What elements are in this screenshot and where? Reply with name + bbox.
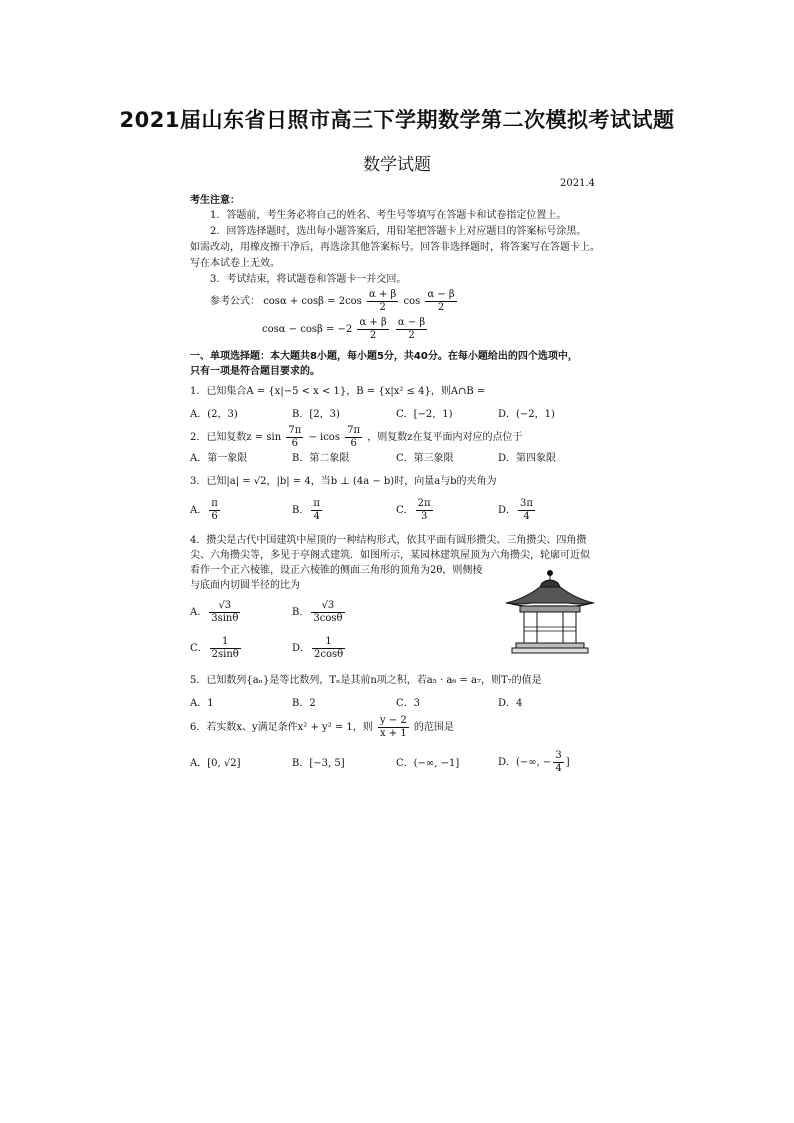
question-1-stem: 1．已知集合A = {x|−5 < x < 1}，B = {x|x² ≤ 4}，则A∩B = xyxy=(190,386,486,397)
frac-num: √3 xyxy=(311,600,344,613)
q6-option-a: A．[0, √2] xyxy=(190,758,241,769)
fraction xyxy=(378,715,409,740)
question-3-stem: 3．已知|a| = √2，|b| = 4，当b ⊥ (4a − b)时，向量a与b的夹角为 xyxy=(190,476,497,487)
notice-item-2b: 如需改动，用橡皮擦干净后，再选涂其他答案标号。回答非选择题时，将答案写在答题卡上。 xyxy=(190,242,600,253)
q2-option-a: A．第一象限 xyxy=(190,453,248,464)
notice-item-2a: 2．回答选择题时，选出每小题答案后，用铅笔把答题卡上对应题目的答案标号涂黑。 xyxy=(210,226,587,237)
formula-label: 参考公式： xyxy=(210,296,260,307)
notice-item-3: 3．考试结束，将试题卷和答题卡一并交回。 xyxy=(210,274,407,285)
formula-2-left: cosα − cosβ = −2 xyxy=(262,324,353,335)
q3-option-c xyxy=(396,498,435,523)
frac-den: 3cosθ xyxy=(313,613,343,624)
frac-den: 3 xyxy=(420,511,428,522)
q6-option-d xyxy=(498,750,570,775)
fraction xyxy=(209,600,240,625)
formula-2 xyxy=(262,317,429,342)
frac-num: 1 xyxy=(312,636,345,649)
notice-heading: 考生注意： xyxy=(190,195,240,206)
option-label: A． xyxy=(190,607,208,618)
q1-option-d: D．(−2，1) xyxy=(498,409,555,420)
q2-option-b: B．第二象限 xyxy=(292,453,350,464)
frac-num: 2π xyxy=(417,498,431,509)
q2-option-d: D．第四象限 xyxy=(498,453,557,464)
q1-option-a: A．(2，3) xyxy=(190,409,238,420)
q4-option-c xyxy=(190,636,243,661)
frac-den: 4 xyxy=(523,511,530,522)
q5-option-c: C．3 xyxy=(396,698,421,709)
q2-stem-post: ，则复数z在复平面内对应的点位于 xyxy=(367,432,523,443)
fraction xyxy=(209,498,220,523)
fraction xyxy=(396,317,427,342)
fraction xyxy=(210,636,241,661)
frac-num: √3 xyxy=(209,600,240,613)
notice-item-2c: 写在本试卷上无效。 xyxy=(190,258,280,269)
option-text: D．(−∞, − xyxy=(498,757,552,768)
frac-den: 4 xyxy=(313,511,320,522)
frac-num: α + β xyxy=(369,289,397,300)
q2-stem-mid: − icos xyxy=(308,432,340,443)
fraction xyxy=(357,317,388,342)
frac-num: 7π xyxy=(288,425,302,436)
frac-num: 3 xyxy=(555,750,562,761)
fraction xyxy=(311,498,322,523)
pavilion-illustration xyxy=(502,569,598,657)
q6-option-c: C．(−∞, −1] xyxy=(396,758,460,769)
frac-num: α − β xyxy=(397,317,426,328)
q2-option-c: C．第三象限 xyxy=(396,453,454,464)
q4-option-d xyxy=(292,636,347,661)
q3-option-d xyxy=(498,498,537,523)
q5-option-b: B．2 xyxy=(292,698,316,709)
question-4-line-1: 4．攒尖是古代中国建筑中屋顶的一种结构形式，依其平面有圆形攒尖、三角攒尖、四角攒 xyxy=(190,535,587,546)
exam-date: 2021.4 xyxy=(560,178,595,189)
fraction xyxy=(416,498,433,523)
frac-num: 7π xyxy=(347,425,361,436)
option-label: B． xyxy=(292,607,310,618)
q1-option-b: B．[2，3) xyxy=(292,409,340,420)
frac-den: 2sinθ xyxy=(211,649,239,660)
frac-num: π xyxy=(211,498,218,509)
fraction xyxy=(367,289,398,314)
frac-den: 4 xyxy=(555,763,562,774)
option-label: D． xyxy=(498,505,517,516)
question-2-stem xyxy=(190,425,523,450)
fraction xyxy=(345,425,362,450)
frac-den: 3sinθ xyxy=(211,613,239,624)
q4-option-a xyxy=(190,600,242,625)
option-text: ] xyxy=(565,757,570,768)
document-title: 2021届山东省日照市高三下学期数学第二次模拟考试试题 xyxy=(119,108,675,132)
frac-den: 2 xyxy=(369,330,377,341)
fraction xyxy=(425,289,456,314)
frac-num: 3π xyxy=(520,498,533,509)
question-4-line-4: 与底面内切圆半径的比为 xyxy=(190,580,300,591)
question-5-stem: 5．已知数列{aₙ}是等比数列，Tₙ是其前n项之积，若a₅ · a₆ = a₇，则T₇的值是 xyxy=(190,675,542,686)
q5-option-d: D．4 xyxy=(498,698,523,709)
fraction xyxy=(311,600,344,625)
formula-1 xyxy=(210,289,459,314)
q6-stem-pre: 6．若实数x、y满足条件x² + y² = 1，则 xyxy=(190,722,373,733)
section-heading-line-1: 一、单项选择题：本大题共8小题，每小题5分，共40分。在每小题给出的四个选项中， xyxy=(190,351,578,362)
document-subtitle: 数学试题 xyxy=(363,155,431,175)
frac-num: π xyxy=(313,498,320,509)
q2-stem-pre: 2．已知复数z = sin xyxy=(190,432,282,443)
question-4-line-2: 尖、六角攒尖等，多见于亭阁式建筑．如图所示，某园林建筑屋顶为六角攒尖，轮廓可近似 xyxy=(190,550,590,561)
option-label: D． xyxy=(292,643,311,654)
option-label: B． xyxy=(292,505,310,516)
frac-den: 6 xyxy=(211,511,218,522)
q6-option-b: B．[−3, 5] xyxy=(292,758,345,769)
fraction xyxy=(312,636,345,661)
frac-den: 2 xyxy=(379,302,386,313)
option-label: C． xyxy=(190,643,208,654)
frac-den: 6 xyxy=(350,438,357,449)
formula-1-mid: cos xyxy=(403,296,421,307)
frac-num: 1 xyxy=(210,636,241,649)
q3-option-b xyxy=(292,498,324,523)
notice-item-1: 1．答题前，考生务必将自己的姓名、考生号等填写在答题卡和试卷指定位置上。 xyxy=(210,210,567,221)
formula-1-left: cosα + cosβ = 2cos xyxy=(263,296,362,307)
frac-num: α − β xyxy=(427,289,455,300)
frac-den: 2cosθ xyxy=(314,649,344,660)
question-4-line-3: 看作一个正六棱锥，设正六棱锥的侧面三角形的顶角为2θ，则侧棱 xyxy=(190,565,483,576)
q4-option-b xyxy=(292,600,347,625)
frac-den: 6 xyxy=(291,438,298,449)
frac-den: 2 xyxy=(437,302,445,313)
q6-stem-post: 的范围是 xyxy=(413,722,454,733)
frac-num: α + β xyxy=(359,317,387,328)
fraction xyxy=(553,750,563,775)
q1-option-c: C．[−2，1) xyxy=(396,409,453,420)
section-heading-line-2: 只有一项是符合题目要求的。 xyxy=(190,366,320,377)
option-label: A． xyxy=(190,505,208,516)
q5-option-a: A．1 xyxy=(190,698,214,709)
option-label: C． xyxy=(396,505,414,516)
frac-num: y − 2 xyxy=(379,715,407,726)
fraction xyxy=(286,425,303,450)
frac-den: 2 xyxy=(408,330,415,341)
q3-option-a xyxy=(190,498,222,523)
question-6-stem xyxy=(190,715,454,740)
frac-den: x + 1 xyxy=(379,728,407,739)
fraction xyxy=(518,498,535,523)
